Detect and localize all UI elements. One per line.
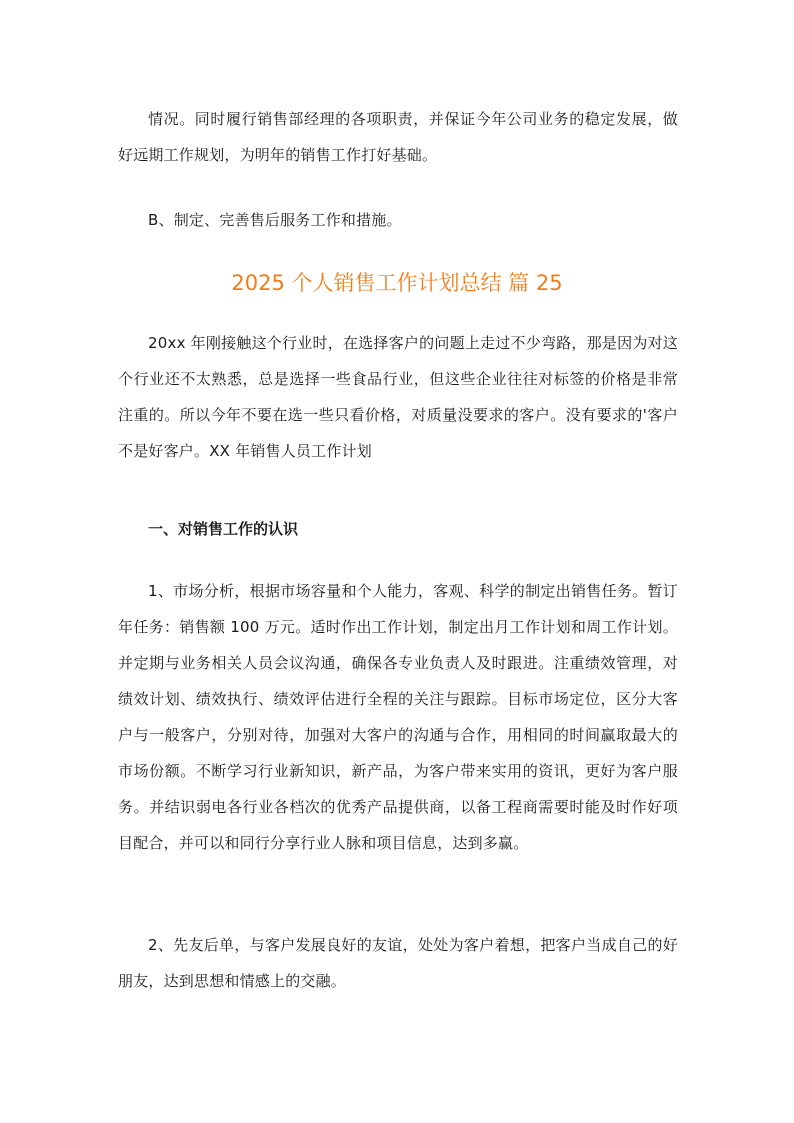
- paragraph-continuation: 情况。同时履行销售部经理的各项职责，并保证今年公司业务的稳定发展，做好远期工作规划，为明年的销售工作打好基础。: [118, 110, 678, 164]
- paragraph-friendship: 2、先友后单，与客户发展良好的友谊，处处为客户着想，把客户当成自己的好朋友，达到思想和情感上的交融。: [118, 936, 678, 990]
- paragraph-market-analysis: 1、市场分析，根据市场容量和个人能力，客观、科学的制定出销售任务。暂订年任务：销售额 100 万元。适时作出工作计划，制定出月工作计划和周工作计划。并定期与业务相关人员会议沟通，确保各专业负责人及时跟进。注重绩效管理，对绩效计划、绩效执行、绩效评估进行全程的关注与跟踪。目标市场定位，区分大客户与一般客户，分别对待，加强对大客户的沟通与合作，用相同的时间赢取最大的市场份额。不断学习行业新知识，新产品，为客户带来实用的资讯，更好为客户服务。并结识弱电各行业各档次的优秀产品提供商，以备工程商需要时能及时作好项目配合，并可以和同行分享行业人脉和项目信息，达到多赢。: [118, 582, 678, 852]
- subsection-title: 一、对销售工作的认识: [148, 520, 299, 538]
- section-heading: 2025 个人销售工作计划总结 篇 25: [231, 271, 563, 295]
- paragraph-after-sales: B、制定、完善售后服务工作和措施。: [148, 211, 402, 229]
- paragraph-intro: 20xx 年刚接触这个行业时，在选择客户的问题上走过不少弯路，那是因为对这个行业还不太熟悉，总是选择一些食品行业，但这些企业往往对标签的价格是非常注重的。所以今年不要在选一些只看价格，对质量没要求的客户。没有要求的'客户不是好客户。XX 年销售人员工作计划: [118, 334, 678, 460]
